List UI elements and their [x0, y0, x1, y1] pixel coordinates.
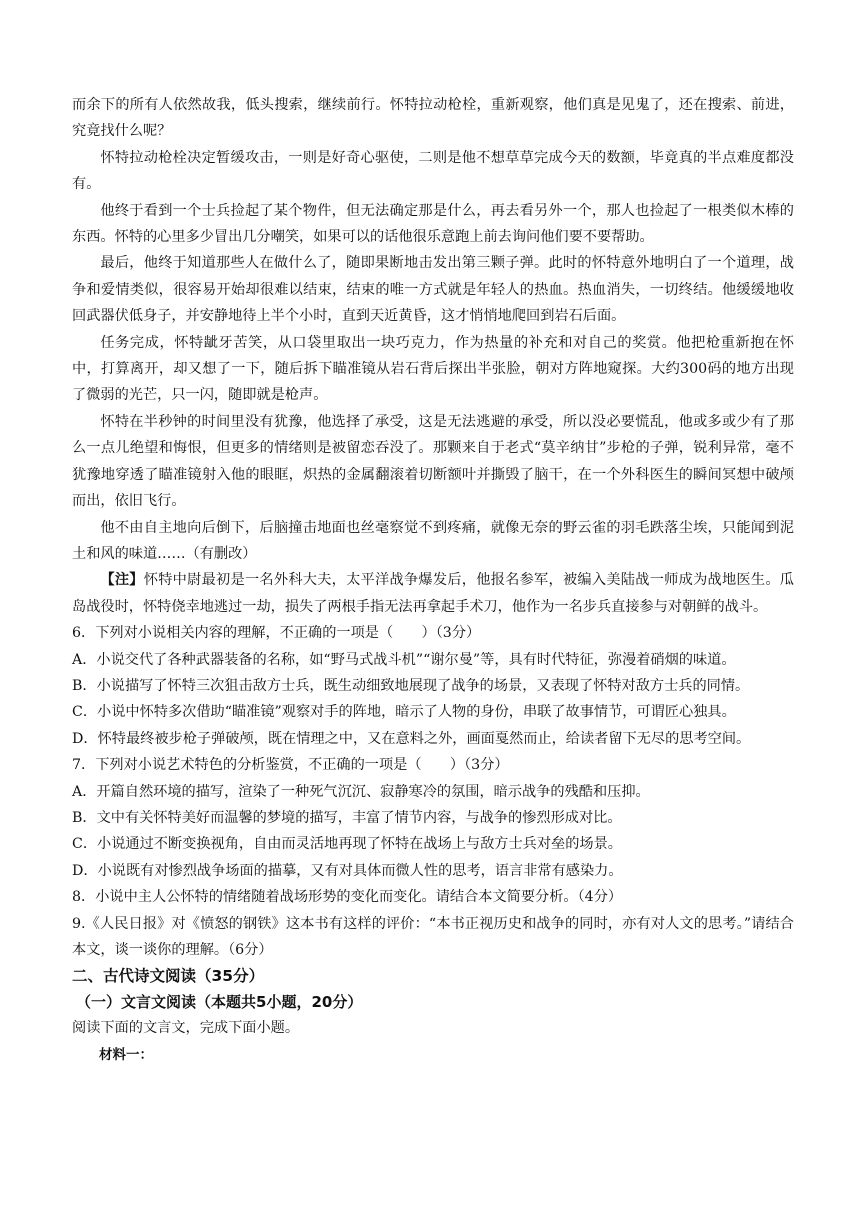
- story-paragraph: 怀特在半秒钟的时间里没有犹豫，他选择了承受，这是无法逃避的承受，所以没必要慌乱，他或多或少有了那么一点儿绝望和悔恨，但更多的情绪则是被留恋吞没了。那颗来自于老式“莫辛纳甘”步枪的子弹，锐利异常，毫不犹豫地穿透了瞄准镜射入他的眼眶，炽热的金属翻滚着切断额叶并撕毁了脑干，在一个外科医生的瞬间冥想中破颅而出，依旧飞行。: [72, 413, 794, 510]
- material-label: 材料一：: [99, 1046, 153, 1063]
- question-8: 8．小说中主人公怀特的情绪随着战场形势的变化而变化。请结合本文简要分析。（4分）: [72, 889, 623, 906]
- question-6-stem: 6．下列对小说相关内容的理解，不正确的一项是（ ）（3分）: [72, 625, 481, 642]
- story-paragraph: 任务完成，怀特龇牙苦笑，从口袋里取出一块巧克力，作为热量的补充和对自己的奖赏。他把枪重新抱在怀中，打算离开，却又想了一下，随后拆下瞄准镜从岩石背后探出半张脸，朝对方阵地窥探。大约300码的地方出现了微弱的光芒，只一闪，随即就是枪声。: [72, 334, 794, 404]
- note-label: 【注】: [100, 572, 144, 589]
- exam-page: [72, 92, 794, 1068]
- question-7-stem: 7．下列对小说艺术特色的分析鉴赏，不正确的一项是（ ）（3分）: [72, 757, 509, 774]
- story-paragraph: 而余下的所有人依然故我，低头搜索，继续前行。怀特拉动枪栓，重新观察，他们真是见鬼了，还在搜索、前进，究竟找什么呢？: [72, 97, 794, 140]
- story-paragraph: 他终于看到一个士兵捡起了某个物件，但无法确定那是什么，再去看另外一个，那人也捡起了一根类似木棒的东西。怀特的心里多少冒出几分嘲笑，如果可以的话他很乐意跑上前去询问他们要不要帮助。: [72, 202, 794, 246]
- question-9: 9.《人民日报》对《愤怒的钢铁》这本书有这样的评价：“本书正视历史和战争的同时，亦有对人文的思考。”请结合本文，谈一谈你的理解。（6分）: [72, 915, 794, 958]
- question-7-option-a: A．开篇自然环境的描写，渲染了一种死气沉沉、寂静寒冷的氛围，暗示战争的残酷和压抑。: [72, 783, 650, 800]
- question-7-option-b: B．文中有关怀特美好而温馨的梦境的描写，丰富了情节内容，与战争的惨烈形成对比。: [72, 809, 622, 826]
- question-6-option-d: D．怀特最终被步枪子弹破颅，既在情理之中，又在意料之外，画面戛然而止，给读者留下无尽的思考空间。: [72, 730, 751, 747]
- note-text: 怀特中尉最初是一名外科大夫，太平洋战争爆发后，他报名参军，被编入美陆战一师成为战地医生。瓜岛战役时，怀特侥幸地逃过一劫，损失了两根手指无法再拿起手术刀，他作为一名步兵直接参与对朝鲜的战斗。: [72, 572, 794, 615]
- question-6-option-b: B．小说描写了怀特三次狙击敌方士兵，既生动细致地展现了战争的场景，又表现了怀特对敌方士兵的同情。: [72, 677, 750, 694]
- section-heading: 二、古代诗文阅读（35分）: [72, 967, 265, 986]
- section-instruction: 阅读下面的文言文，完成下面小题。: [72, 1020, 300, 1037]
- story-paragraph: 最后，他终于知道那些人在做什么了，随即果断地击发出第三颗子弹。此时的怀特意外地明白了一个道理，战争和爱情类似，很容易开始却很难以结束，结束的唯一方式就是年轻人的热血。热血消失，一切终结。他缓缓地收回武器伏低身子，并安静地待上半个小时，直到天近黄昏，这才悄悄地爬回到岩石后面。: [72, 255, 794, 325]
- subsection-heading: （一）文言文阅读（本题共5小题，20分）: [76, 993, 363, 1012]
- story-note: [72, 567, 794, 620]
- question-7-option-d: D．小说既有对惨烈战争场面的描摹，又有对具体而微人性的思考，语言非常有感染力。: [72, 862, 623, 879]
- story-paragraph: 他不由自主地向后倒下，后脑撞击地面也丝毫察觉不到疼痛，就像无奈的野云雀的羽毛跌落尘埃，只能闻到泥土和风的味道……（有删改）: [72, 519, 794, 562]
- story-paragraph: 怀特拉动枪栓决定暂缓攻击，一则是好奇心驱使，二则是他不想草草完成今天的数额，毕竟真的半点难度都没有。: [72, 149, 794, 193]
- question-7-option-c: C．小说通过不断变换视角，自由而灵活地再现了怀特在战场上与敌方士兵对垒的场景。: [72, 836, 622, 853]
- question-6-option-c: C．小说中怀特多次借助“瞄准镜”观察对手的阵地，暗示了人物的身份，串联了故事情节，可谓匠心独具。: [72, 704, 736, 721]
- question-6-option-a: A．小说交代了各种武器装备的名称，如“野马式战斗机”“谢尔曼”等，具有时代特征，弥漫着硝烟的味道。: [72, 651, 736, 668]
